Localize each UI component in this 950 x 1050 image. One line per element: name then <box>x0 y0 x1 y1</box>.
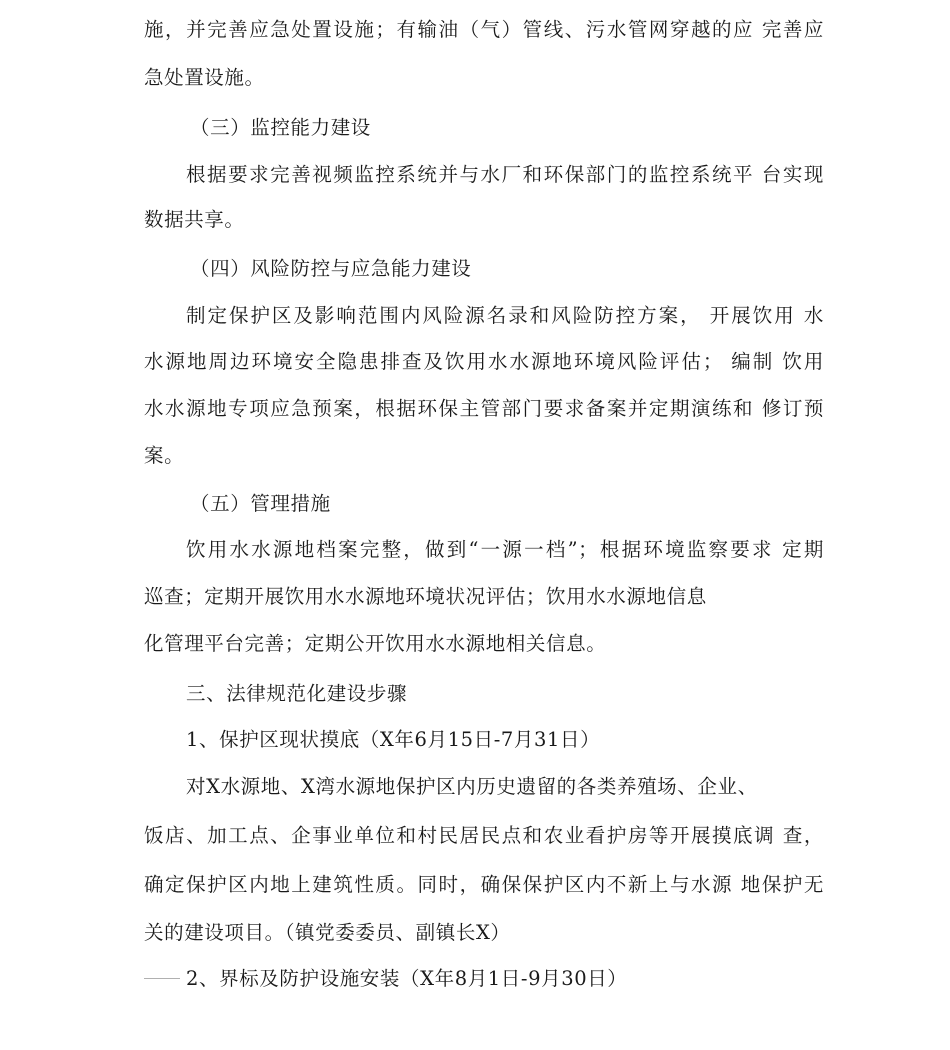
text-line: 巡查；定期开展饮用水水源地环境状况评估；饮用水水源地信息 <box>144 585 707 608</box>
section-heading: 三、法律规范化建设步骤 <box>186 682 408 705</box>
leader-rule <box>144 978 180 979</box>
text-line: 饭店、加工点、企事业单位和村民居民点和农业看护房等开展摸底调 查， <box>144 824 824 847</box>
step-heading: 2、界标及防护设施安装（X年8月1日-9月30日） <box>186 967 628 990</box>
text-line: 水源地周边环境安全隐患排查及饮用水水源地环境风险评估； 编制 饮用 <box>144 350 824 373</box>
text-line: 制定保护区及影响范围内风险源名录和风险防控方案， 开展饮用 水 <box>186 304 824 327</box>
text-line: 关的建设项目。（镇党委委员、副镇长X） <box>144 921 511 944</box>
step-heading: 1、保护区现状摸底（X年6月15日-7月31日） <box>186 728 601 751</box>
text-line: 化管理平台完善；定期公开饮用水水源地相关信息。 <box>144 632 607 655</box>
text-line: 急处置设施。 <box>144 66 265 89</box>
text-line: 根据要求完善视频监控系统并与水厂和环保部门的监控系统平 台实现 <box>186 163 824 186</box>
text-line: 对X水源地、X湾水源地保护区内历史遗留的各类养殖场、企业、 <box>186 775 758 798</box>
section-heading: （五）管理措施 <box>190 492 331 515</box>
text-line: 水水源地专项应急预案，根据环保主管部门要求备案并定期演练和 修订预 <box>144 397 824 420</box>
text-line: 数据共享。 <box>144 208 245 231</box>
text-line: 确定保护区内地上建筑性质。同时，确保保护区内不新上与水源 地保护无 <box>144 873 824 896</box>
text-line: 案。 <box>144 444 185 467</box>
section-heading: （三）监控能力建设 <box>190 116 371 139</box>
text-line: 饮用水水源地档案完整，做到“一源一档”；根据环境监察要求 定期 <box>186 538 824 561</box>
section-heading: （四）风险防控与应急能力建设 <box>190 257 472 280</box>
text-line: 施，并完善应急处置设施；有输油（气）管线、污水管网穿越的应 完善应 <box>144 18 824 41</box>
